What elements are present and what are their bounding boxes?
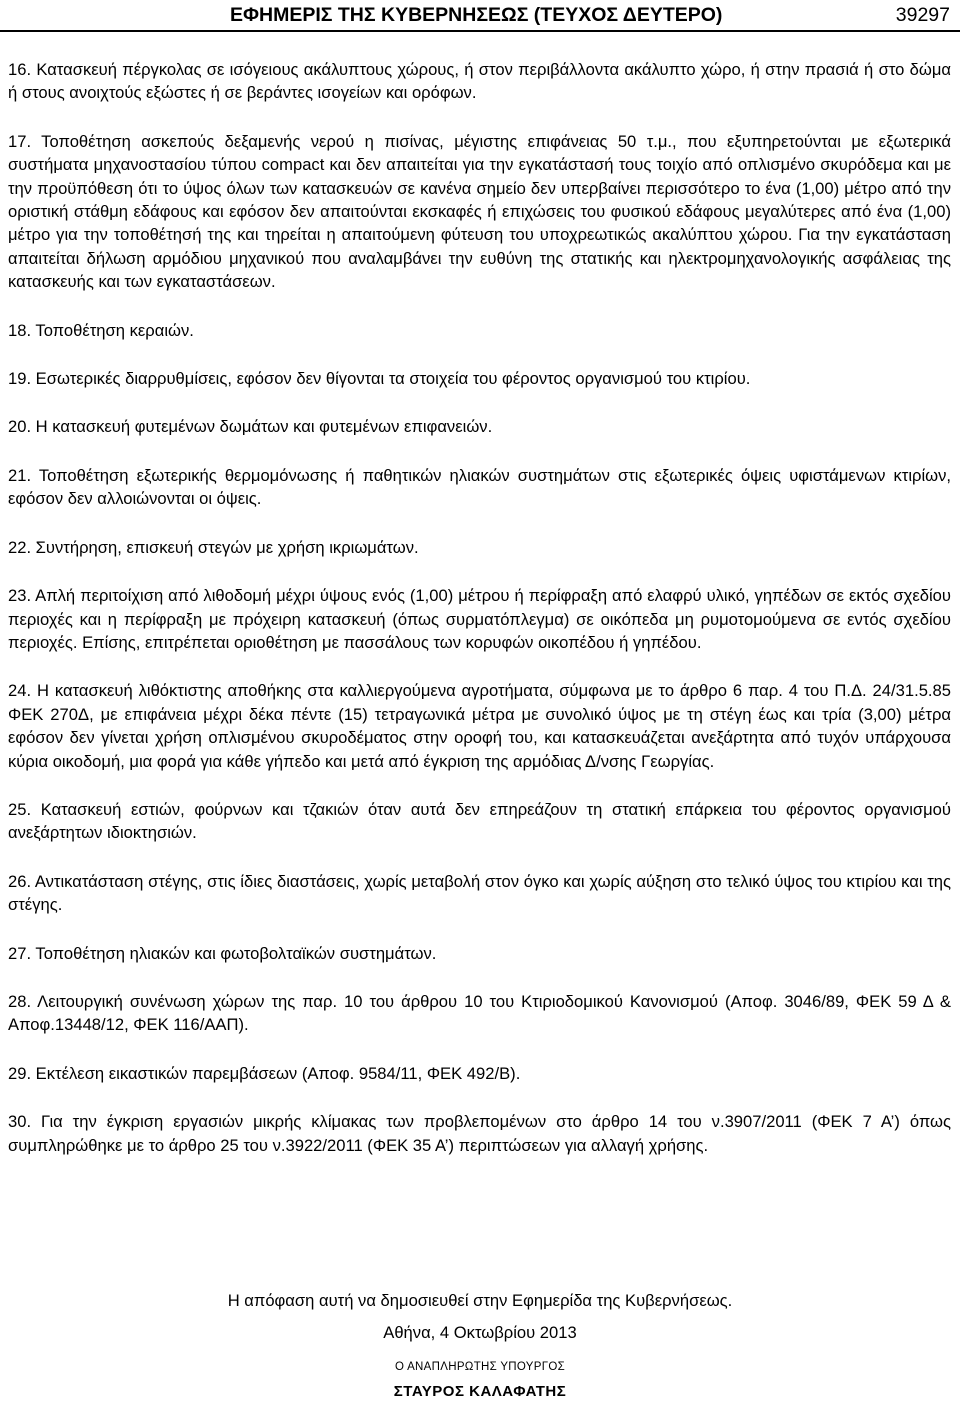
- document-body: [8, 58, 951, 1182]
- paragraph-item-23: 23. Απλή περιτοίχιση από λιθοδομή μέχρι ύψους ενός (1,00) μέτρου ή περίφραξη από ελαφρύ υλικό, γηπέδων σε εκτός σχεδίου περιοχές και η περίφραξη με πρόχειρη κατασκευή (όπως συρματόπλεγμα) σε οικόπεδα μη ρυμοτομούμενα σε εντός σχεδίου περιοχές. Επίσης, επιτρέπεται οριοθέτηση με πασσάλους των κορυφών οικοπέδου ή γηπέδου.: [8, 586, 951, 652]
- paragraph-item-20: 20. Η κατασκευή φυτεμένων δωμάτων και φυτεμένων επιφανειών.: [8, 417, 493, 437]
- date-line: Αθήνα, 4 Οκτωβρίου 2013: [383, 1323, 577, 1342]
- paragraph-item-25: 25. Κατασκευή εστιών, φούρνων και τζακιών όταν αυτά δεν επηρεάζουν τη στατική επάρκεια του φέροντος οργανισμού ανεξάρτητων ιδιοκτησιών.: [8, 799, 951, 843]
- paragraph-item-26: 26. Αντικατάσταση στέγης, στις ίδιες διαστάσεις, χωρίς μεταβολή στον όγκο και χωρίς αύξηση στο τελικό ύψος του κτιρίου και της στέγης.: [8, 871, 951, 915]
- paragraph-item-17: 17. Τοποθέτηση ασκεπούς δεξαμενής νερού η πισίνας, μέγιστης επιφάνειας 50 τ.μ., που εξυπηρετούνται με εξωτερικά συστήματα μηχανοστασίου τύπου compact και δεν απαιτείται για την εγκατάστασή τους τοιχίο από οπλισμένο σκυρόδεμα και με την προϋπόθεση ότι το ύψος όλων των κατασκευών σε κανένα σημείο δεν υπερβαίνει περισσότερο το ένα (1,00) μέτρο από την οριστική στάθμη εδάφους και εφόσον δεν απαιτούνται εκσκαφές ή επιχώσεις του φυσικού εδάφους μεγαλύτερες από ένα (1,00) μέτρο για την τοποθέτησή της και τηρείται η απαιτούμενη φύτευση του υποχρεωτικώς ακαλύπτου χώρου. Για την εγκατάσταση απαιτείται δήλωση αρμόδιου μηχανικού που αναλαμβάνει την ευθύνη της στατικής και ηλεκτρομηχανολογικής ασφάλειας της κατασκευής και των εγκαταστάσεων.: [8, 131, 951, 292]
- publication-note: Η απόφαση αυτή να δημοσιευθεί στην Εφημερίδα της Κυβερνήσεως.: [227, 1291, 733, 1310]
- signer-name: ΣΤΑΥΡΟΣ ΚΑΛΑΦΑΤΗΣ: [393, 1383, 567, 1400]
- paragraph-item-18: 18. Τοποθέτηση κεραιών.: [8, 320, 194, 340]
- paragraph-item-22: 22. Συντήρηση, επισκευή στεγών με χρήση ικριωμάτων.: [8, 537, 419, 557]
- paragraph-item-29: 29. Εκτέλεση εικαστικών παρεμβάσεων (Αποφ. 9584/11, ΦΕΚ 492/Β).: [8, 1063, 521, 1083]
- signer-title: Ο ΑΝΑΠΛΗΡΩΤΗΣ ΥΠΟΥΡΓΟΣ: [394, 1361, 565, 1373]
- paragraph-item-24: 24. Η κατασκευή λιθόκτιστης αποθήκης στα καλλιεργούμενα αγροτήματα, σύμφωνα με το άρθρο 6 παρ. 4 του Π.Δ. 24/31.5.85 ΦΕΚ 270Δ, με επιφάνεια μέχρι δέκα πέντε (15) τετραγωνικά μέτρα με συνολικό ύψος με τη στέγη έως και τρία (3,00) μέτρα εφόσον δεν γίνεται χρήση οπλισμένου σκυροδέματος στην οροφή του, και κατασκευάζεται ανεξάρτητα από τυχόν υπάρχουσα κύρια οικοδομή, μια φορά για κάθε γήπεδο και μετά από έγκριση της αρμόδιας Δ/νσης Γεωργίας.: [8, 681, 951, 771]
- page-number: 39297: [895, 4, 950, 26]
- paragraph-item-16: 16. Κατασκευή πέργκολας σε ισόγειους ακάλυπτους χώρους, ή στον περιβάλλοντα ακάλυπτο χώρο, ή στην πρασιά ή στο δώμα ή στους ανοιχτούς εξώστες ή σε βεράντες ισογείων και ορόφων.: [8, 60, 951, 103]
- paragraph-item-30: 30. Για την έγκριση εργασιών μικρής κλίμακας των προβλεπομένων στο άρθρο 14 του ν.3907/2011 (ΦΕΚ 7 Α’) όπως συμπληρώθηκε με το άρθρο 25 του ν.3922/2011 (ΦΕΚ 35 Α’) περιπτώσεων για αλλαγή χρήσης.: [8, 1112, 951, 1155]
- paragraph-item-21: 21. Τοποθέτηση εξωτερικής θερμομόνωσης ή παθητικών ηλιακών συστημάτων στις εξωτερικές όψεις υφιστάμενων κτιρίων, εφόσον δεν αλλοιώνονται οι όψεις.: [8, 465, 951, 509]
- paragraph-item-19: 19. Εσωτερικές διαρρυθμίσεις, εφόσον δεν θίγονται τα στοιχεία του φέροντος οργανισμού του κτιρίου.: [8, 369, 751, 389]
- paragraph-item-27: 27. Τοποθέτηση ηλιακών και φωτοβολταϊκών συστημάτων.: [8, 943, 437, 963]
- header-divider: [0, 30, 960, 32]
- page-header: [0, 0, 960, 32]
- paragraph-item-28: 28. Λειτουργική συνένωση χώρων της παρ. 10 του άρθρου 10 του Κτιριοδομικού Κανονισμού (Αποφ. 3046/89, ΦΕΚ 59 Δ & Αποφ.13448/12, ΦΕΚ 116/ΑΑΠ).: [8, 991, 951, 1035]
- gazette-title: ΕΦΗΜΕΡΙΣ ΤΗΣ ΚΥΒΕΡΝΗΣΕΩΣ (ΤΕΥΧΟΣ ΔΕΥΤΕΡΟ): [230, 4, 723, 26]
